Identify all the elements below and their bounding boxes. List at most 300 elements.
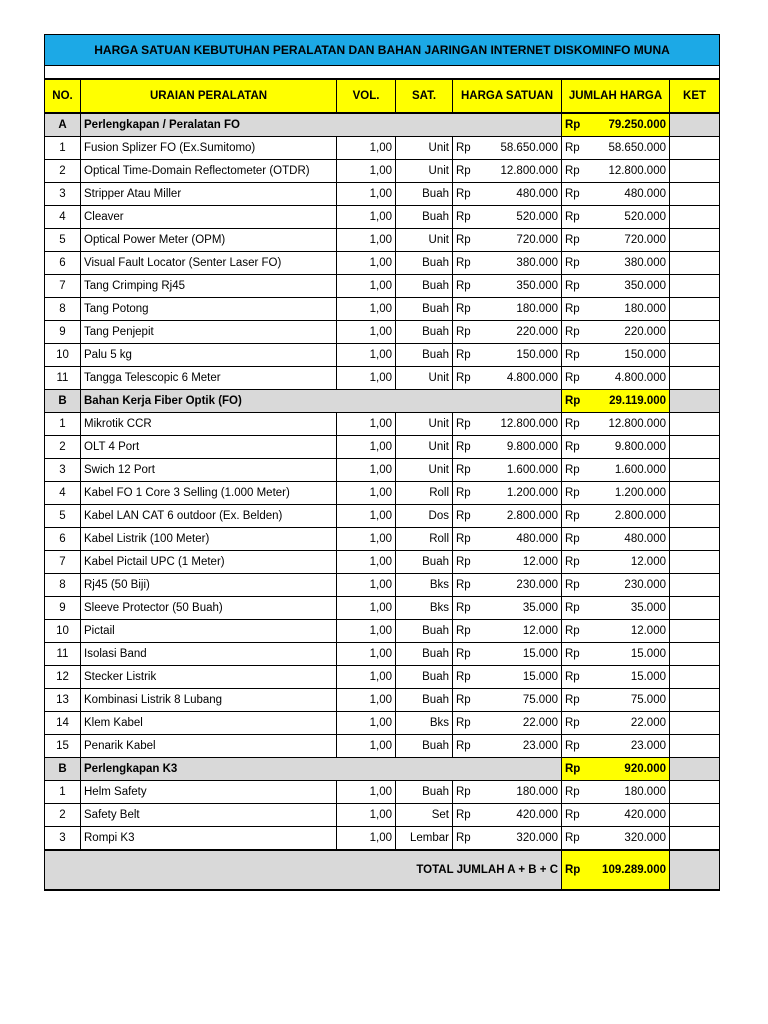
item-sat: Buah — [396, 321, 453, 344]
item-jumlah: 12.000 — [589, 620, 670, 643]
item-jumlah-currency: Rp — [562, 505, 589, 528]
item-harga-currency: Rp — [453, 367, 480, 390]
section-code: A — [45, 113, 81, 137]
price-table — [44, 34, 720, 891]
item-harga-currency: Rp — [453, 689, 480, 712]
item-ket — [670, 459, 720, 482]
item-sat: Buah — [396, 620, 453, 643]
table-row — [45, 436, 720, 459]
item-name: Helm Safety — [81, 781, 337, 804]
item-harga: 9.800.000 — [480, 436, 562, 459]
item-ket — [670, 689, 720, 712]
item-harga-currency: Rp — [453, 252, 480, 275]
item-no: 10 — [45, 344, 81, 367]
item-jumlah: 2.800.000 — [589, 505, 670, 528]
item-sat: Unit — [396, 413, 453, 436]
item-harga-currency: Rp — [453, 436, 480, 459]
sheet-title: HARGA SATUAN KEBUTUHAN PERALATAN DAN BAHAN JARINGAN INTERNET DISKOMINFO MUNA — [45, 35, 720, 66]
item-ket — [670, 574, 720, 597]
item-sat: Unit — [396, 137, 453, 160]
section-row — [45, 113, 720, 137]
item-vol: 1,00 — [337, 183, 396, 206]
item-ket — [670, 620, 720, 643]
item-harga: 420.000 — [480, 804, 562, 827]
section-code: B — [45, 390, 81, 413]
item-name: Kombinasi Listrik 8 Lubang — [81, 689, 337, 712]
item-jumlah: 15.000 — [589, 666, 670, 689]
item-vol: 1,00 — [337, 781, 396, 804]
item-jumlah: 150.000 — [589, 344, 670, 367]
item-sat: Buah — [396, 206, 453, 229]
item-jumlah-currency: Rp — [562, 137, 589, 160]
item-jumlah-currency: Rp — [562, 689, 589, 712]
item-ket — [670, 436, 720, 459]
item-jumlah-currency: Rp — [562, 183, 589, 206]
item-name: Tang Penjepit — [81, 321, 337, 344]
item-name: Rj45 (50 Biji) — [81, 574, 337, 597]
item-harga-currency: Rp — [453, 183, 480, 206]
item-ket — [670, 183, 720, 206]
item-jumlah: 180.000 — [589, 298, 670, 321]
item-jumlah: 9.800.000 — [589, 436, 670, 459]
item-vol: 1,00 — [337, 459, 396, 482]
item-name: Visual Fault Locator (Senter Laser FO) — [81, 252, 337, 275]
item-harga: 220.000 — [480, 321, 562, 344]
item-jumlah-currency: Rp — [562, 275, 589, 298]
item-name: Optical Power Meter (OPM) — [81, 229, 337, 252]
item-sat: Set — [396, 804, 453, 827]
item-harga-currency: Rp — [453, 528, 480, 551]
item-ket — [670, 551, 720, 574]
item-no: 2 — [45, 160, 81, 183]
item-harga: 480.000 — [480, 528, 562, 551]
item-vol: 1,00 — [337, 275, 396, 298]
item-ket — [670, 735, 720, 758]
table-row — [45, 183, 720, 206]
item-vol: 1,00 — [337, 735, 396, 758]
item-name: Safety Belt — [81, 804, 337, 827]
col-header-no: NO. — [45, 79, 81, 113]
item-sat: Unit — [396, 459, 453, 482]
item-sat: Unit — [396, 367, 453, 390]
item-jumlah: 12.800.000 — [589, 160, 670, 183]
table-row — [45, 643, 720, 666]
item-jumlah-currency: Rp — [562, 252, 589, 275]
item-jumlah-currency: Rp — [562, 160, 589, 183]
item-jumlah-currency: Rp — [562, 804, 589, 827]
section-row — [45, 390, 720, 413]
item-harga: 480.000 — [480, 183, 562, 206]
table-row — [45, 689, 720, 712]
item-harga-currency: Rp — [453, 413, 480, 436]
item-sat: Buah — [396, 298, 453, 321]
item-vol: 1,00 — [337, 597, 396, 620]
item-no: 13 — [45, 689, 81, 712]
item-no: 3 — [45, 827, 81, 851]
table-row — [45, 804, 720, 827]
table-row — [45, 160, 720, 183]
item-vol: 1,00 — [337, 137, 396, 160]
item-no: 6 — [45, 528, 81, 551]
table-row — [45, 597, 720, 620]
item-ket — [670, 643, 720, 666]
item-no: 7 — [45, 275, 81, 298]
item-jumlah: 23.000 — [589, 735, 670, 758]
item-vol: 1,00 — [337, 206, 396, 229]
item-vol: 1,00 — [337, 229, 396, 252]
item-ket — [670, 275, 720, 298]
section-row — [45, 758, 720, 781]
item-no: 1 — [45, 781, 81, 804]
item-ket — [670, 137, 720, 160]
item-jumlah: 15.000 — [589, 643, 670, 666]
table-row — [45, 344, 720, 367]
item-jumlah: 1.200.000 — [589, 482, 670, 505]
item-harga-currency: Rp — [453, 574, 480, 597]
item-sat: Roll — [396, 482, 453, 505]
section-currency: Rp — [562, 758, 589, 781]
spacer-row — [45, 66, 720, 80]
item-harga-currency: Rp — [453, 666, 480, 689]
item-harga-currency: Rp — [453, 620, 480, 643]
item-name: Optical Time-Domain Reflectometer (OTDR) — [81, 160, 337, 183]
table-row — [45, 551, 720, 574]
item-harga: 150.000 — [480, 344, 562, 367]
section-ket — [670, 390, 720, 413]
item-jumlah: 75.000 — [589, 689, 670, 712]
item-harga: 12.000 — [480, 551, 562, 574]
item-ket — [670, 206, 720, 229]
table-row — [45, 712, 720, 735]
table-row — [45, 505, 720, 528]
item-harga-currency: Rp — [453, 804, 480, 827]
table-row — [45, 574, 720, 597]
item-name: Tang Potong — [81, 298, 337, 321]
item-sat: Buah — [396, 551, 453, 574]
item-sat: Buah — [396, 183, 453, 206]
item-no: 15 — [45, 735, 81, 758]
total-currency: Rp — [562, 850, 589, 890]
item-ket — [670, 321, 720, 344]
item-ket — [670, 528, 720, 551]
total-label: TOTAL JUMLAH A + B + C — [45, 850, 562, 890]
item-jumlah: 4.800.000 — [589, 367, 670, 390]
item-name: Kabel FO 1 Core 3 Selling (1.000 Meter) — [81, 482, 337, 505]
item-harga: 12.800.000 — [480, 413, 562, 436]
item-harga-currency: Rp — [453, 712, 480, 735]
item-no: 3 — [45, 459, 81, 482]
item-name: Tang Crimping Rj45 — [81, 275, 337, 298]
section-name: Perlengkapan K3 — [81, 758, 562, 781]
table-row — [45, 275, 720, 298]
item-name: Sleeve Protector (50 Buah) — [81, 597, 337, 620]
item-no: 9 — [45, 321, 81, 344]
item-name: Swich 12 Port — [81, 459, 337, 482]
section-subtotal: 920.000 — [589, 758, 670, 781]
section-code: B — [45, 758, 81, 781]
item-jumlah: 58.650.000 — [589, 137, 670, 160]
item-ket — [670, 482, 720, 505]
item-name: Isolasi Band — [81, 643, 337, 666]
item-harga: 75.000 — [480, 689, 562, 712]
item-no: 7 — [45, 551, 81, 574]
item-name: Rompi K3 — [81, 827, 337, 851]
item-harga: 1.200.000 — [480, 482, 562, 505]
item-jumlah-currency: Rp — [562, 344, 589, 367]
item-jumlah-currency: Rp — [562, 459, 589, 482]
table-row — [45, 252, 720, 275]
item-vol: 1,00 — [337, 620, 396, 643]
table-row — [45, 298, 720, 321]
item-jumlah: 480.000 — [589, 528, 670, 551]
total-amount: 109.289.000 — [589, 850, 670, 890]
table-row — [45, 735, 720, 758]
table-row — [45, 781, 720, 804]
item-no: 4 — [45, 482, 81, 505]
item-ket — [670, 367, 720, 390]
item-vol: 1,00 — [337, 436, 396, 459]
item-vol: 1,00 — [337, 298, 396, 321]
item-vol: 1,00 — [337, 505, 396, 528]
item-sat: Buah — [396, 781, 453, 804]
section-name: Perlengkapan / Peralatan FO — [81, 113, 562, 137]
item-ket — [670, 505, 720, 528]
table-row — [45, 413, 720, 436]
item-sat: Buah — [396, 252, 453, 275]
item-no: 12 — [45, 666, 81, 689]
item-ket — [670, 666, 720, 689]
item-harga: 35.000 — [480, 597, 562, 620]
item-harga-currency: Rp — [453, 137, 480, 160]
table-row — [45, 620, 720, 643]
item-harga: 15.000 — [480, 666, 562, 689]
item-jumlah-currency: Rp — [562, 781, 589, 804]
item-harga-currency: Rp — [453, 344, 480, 367]
item-harga-currency: Rp — [453, 551, 480, 574]
item-no: 11 — [45, 643, 81, 666]
item-jumlah-currency: Rp — [562, 712, 589, 735]
table-row — [45, 229, 720, 252]
item-harga: 520.000 — [480, 206, 562, 229]
table-row — [45, 666, 720, 689]
item-sat: Buah — [396, 643, 453, 666]
item-jumlah-currency: Rp — [562, 367, 589, 390]
item-jumlah: 180.000 — [589, 781, 670, 804]
item-sat: Lembar — [396, 827, 453, 851]
item-harga-currency: Rp — [453, 505, 480, 528]
col-header-harga: HARGA SATUAN — [453, 79, 562, 113]
item-name: Tangga Telescopic 6 Meter — [81, 367, 337, 390]
item-no: 11 — [45, 367, 81, 390]
item-ket — [670, 344, 720, 367]
item-vol: 1,00 — [337, 413, 396, 436]
item-vol: 1,00 — [337, 712, 396, 735]
item-harga: 230.000 — [480, 574, 562, 597]
item-jumlah-currency: Rp — [562, 551, 589, 574]
item-name: Mikrotik CCR — [81, 413, 337, 436]
col-header-uraian: URAIAN PERALATAN — [81, 79, 337, 113]
table-row — [45, 482, 720, 505]
item-sat: Bks — [396, 597, 453, 620]
item-harga: 15.000 — [480, 643, 562, 666]
item-jumlah-currency: Rp — [562, 666, 589, 689]
item-vol: 1,00 — [337, 528, 396, 551]
item-ket — [670, 781, 720, 804]
item-name: Stripper Atau Miller — [81, 183, 337, 206]
item-name: Stecker Listrik — [81, 666, 337, 689]
item-sat: Buah — [396, 275, 453, 298]
item-no: 5 — [45, 505, 81, 528]
item-name: Kabel Pictail UPC (1 Meter) — [81, 551, 337, 574]
item-ket — [670, 229, 720, 252]
item-harga: 380.000 — [480, 252, 562, 275]
item-harga: 58.650.000 — [480, 137, 562, 160]
section-currency: Rp — [562, 390, 589, 413]
item-jumlah-currency: Rp — [562, 298, 589, 321]
item-jumlah-currency: Rp — [562, 827, 589, 851]
item-harga: 22.000 — [480, 712, 562, 735]
item-ket — [670, 413, 720, 436]
item-vol: 1,00 — [337, 482, 396, 505]
item-harga-currency: Rp — [453, 229, 480, 252]
item-no: 1 — [45, 137, 81, 160]
total-ket — [670, 850, 720, 890]
item-harga: 2.800.000 — [480, 505, 562, 528]
item-no: 9 — [45, 597, 81, 620]
item-ket — [670, 597, 720, 620]
item-harga: 180.000 — [480, 781, 562, 804]
item-name: Penarik Kabel — [81, 735, 337, 758]
item-harga-currency: Rp — [453, 597, 480, 620]
col-header-ket: KET — [670, 79, 720, 113]
spacer-cell — [45, 66, 720, 80]
item-vol: 1,00 — [337, 804, 396, 827]
section-ket — [670, 758, 720, 781]
item-no: 5 — [45, 229, 81, 252]
item-harga-currency: Rp — [453, 482, 480, 505]
item-harga: 720.000 — [480, 229, 562, 252]
item-harga-currency: Rp — [453, 459, 480, 482]
item-no: 14 — [45, 712, 81, 735]
item-jumlah: 12.800.000 — [589, 413, 670, 436]
item-jumlah-currency: Rp — [562, 528, 589, 551]
item-sat: Buah — [396, 689, 453, 712]
item-no: 3 — [45, 183, 81, 206]
item-harga-currency: Rp — [453, 160, 480, 183]
item-harga: 23.000 — [480, 735, 562, 758]
item-jumlah-currency: Rp — [562, 482, 589, 505]
item-harga: 1.600.000 — [480, 459, 562, 482]
table-row — [45, 459, 720, 482]
item-ket — [670, 827, 720, 851]
item-name: Klem Kabel — [81, 712, 337, 735]
item-harga: 350.000 — [480, 275, 562, 298]
section-subtotal: 29.119.000 — [589, 390, 670, 413]
item-vol: 1,00 — [337, 827, 396, 851]
item-jumlah: 520.000 — [589, 206, 670, 229]
item-ket — [670, 804, 720, 827]
item-harga-currency: Rp — [453, 298, 480, 321]
item-jumlah-currency: Rp — [562, 597, 589, 620]
item-vol: 1,00 — [337, 551, 396, 574]
item-harga-currency: Rp — [453, 781, 480, 804]
item-vol: 1,00 — [337, 367, 396, 390]
item-name: Fusion Splizer FO (Ex.Sumitomo) — [81, 137, 337, 160]
item-harga: 320.000 — [480, 827, 562, 851]
item-name: Kabel Listrik (100 Meter) — [81, 528, 337, 551]
item-no: 4 — [45, 206, 81, 229]
item-jumlah: 220.000 — [589, 321, 670, 344]
item-harga-currency: Rp — [453, 827, 480, 851]
total-row — [45, 850, 720, 890]
item-vol: 1,00 — [337, 252, 396, 275]
item-name: Palu 5 kg — [81, 344, 337, 367]
item-no: 10 — [45, 620, 81, 643]
item-harga: 180.000 — [480, 298, 562, 321]
item-vol: 1,00 — [337, 643, 396, 666]
item-ket — [670, 712, 720, 735]
item-jumlah-currency: Rp — [562, 735, 589, 758]
item-harga-currency: Rp — [453, 735, 480, 758]
item-jumlah: 35.000 — [589, 597, 670, 620]
section-subtotal: 79.250.000 — [589, 113, 670, 137]
item-sat: Unit — [396, 160, 453, 183]
item-name: Kabel LAN CAT 6 outdoor (Ex. Belden) — [81, 505, 337, 528]
item-jumlah-currency: Rp — [562, 436, 589, 459]
item-vol: 1,00 — [337, 160, 396, 183]
item-harga: 4.800.000 — [480, 367, 562, 390]
item-no: 8 — [45, 574, 81, 597]
item-name: Pictail — [81, 620, 337, 643]
item-jumlah-currency: Rp — [562, 206, 589, 229]
item-jumlah: 12.000 — [589, 551, 670, 574]
item-no: 2 — [45, 804, 81, 827]
item-jumlah: 1.600.000 — [589, 459, 670, 482]
item-no: 6 — [45, 252, 81, 275]
item-sat: Unit — [396, 229, 453, 252]
item-sat: Buah — [396, 735, 453, 758]
item-ket — [670, 160, 720, 183]
item-no: 8 — [45, 298, 81, 321]
section-currency: Rp — [562, 113, 589, 137]
item-jumlah: 720.000 — [589, 229, 670, 252]
item-harga-currency: Rp — [453, 643, 480, 666]
section-ket — [670, 113, 720, 137]
item-sat: Unit — [396, 436, 453, 459]
item-no: 2 — [45, 436, 81, 459]
item-vol: 1,00 — [337, 666, 396, 689]
item-vol: 1,00 — [337, 321, 396, 344]
item-jumlah-currency: Rp — [562, 321, 589, 344]
col-header-sat: SAT. — [396, 79, 453, 113]
table-row — [45, 528, 720, 551]
price-sheet — [44, 34, 719, 891]
table-row — [45, 367, 720, 390]
item-harga-currency: Rp — [453, 321, 480, 344]
item-harga: 12.800.000 — [480, 160, 562, 183]
item-jumlah: 380.000 — [589, 252, 670, 275]
item-jumlah: 320.000 — [589, 827, 670, 851]
item-jumlah-currency: Rp — [562, 643, 589, 666]
item-name: Cleaver — [81, 206, 337, 229]
table-row — [45, 321, 720, 344]
item-name: OLT 4 Port — [81, 436, 337, 459]
col-header-vol: VOL. — [337, 79, 396, 113]
header-row — [45, 79, 720, 113]
item-vol: 1,00 — [337, 574, 396, 597]
item-jumlah: 230.000 — [589, 574, 670, 597]
title-row — [45, 35, 720, 66]
